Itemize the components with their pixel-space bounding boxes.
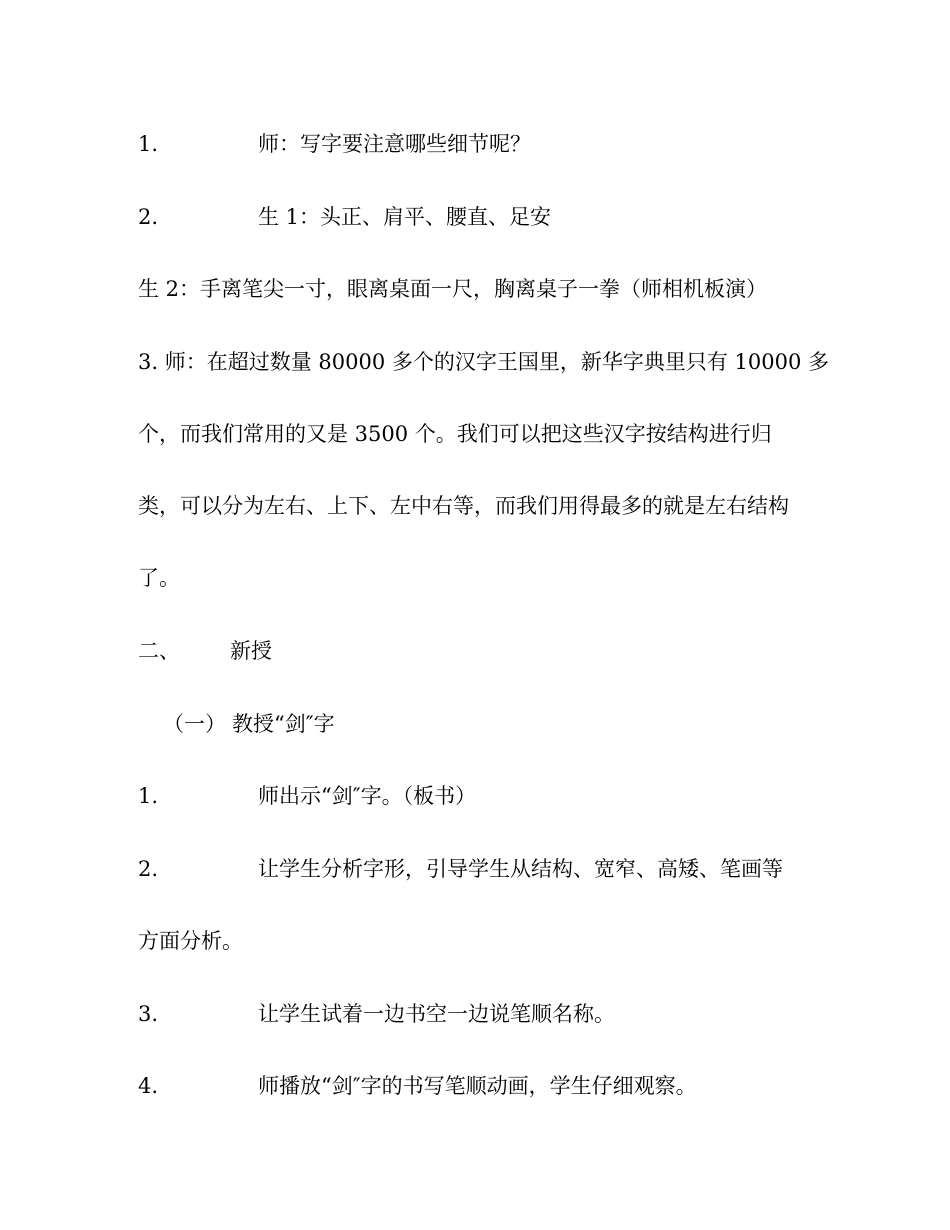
item-text: 让学生试着一边书空一边说笔顺名称。 xyxy=(258,1002,615,1026)
section-title: 新授 xyxy=(230,639,272,663)
paragraph-line: 个，而我们常用的又是 3500 个。我们可以把这些汉字按结构进行归 xyxy=(138,422,772,446)
list-item xyxy=(138,130,828,158)
list-item xyxy=(138,855,828,883)
subsection-number: （一） xyxy=(163,712,226,736)
list-item xyxy=(138,203,828,231)
item-number: 4. xyxy=(138,1074,159,1098)
item-text: 生 1：头正、肩平、腰直、足安 xyxy=(258,205,552,229)
paragraph-line: 了。 xyxy=(138,566,180,590)
item-number: 2. xyxy=(138,205,159,229)
paragraph-line: 3. 师：在超过数量 80000 多个的汉字王国里，新华字典里只有 10000 多 xyxy=(138,350,830,374)
section-heading xyxy=(138,637,828,665)
item-number: 3. xyxy=(138,1002,159,1026)
paragraph-line: 方面分析。 xyxy=(138,929,243,953)
list-item xyxy=(138,782,828,810)
paragraph-line: 类，可以分为左右、上下、左中右等，而我们用得最多的就是左右结构 xyxy=(138,494,789,518)
item-text: 师播放“剑″字的书写笔顺动画，学生仔细观察。 xyxy=(258,1074,697,1098)
section-number: 二、 xyxy=(138,639,180,663)
list-item xyxy=(138,1000,828,1028)
item-number: 2. xyxy=(138,857,159,881)
item-text: 让学生分析字形，引导学生从结构、宽窄、高矮、笔画等 xyxy=(258,857,783,881)
subsection-heading xyxy=(163,710,853,738)
list-item xyxy=(138,1072,828,1100)
item-number: 1. xyxy=(138,784,159,808)
item-text: 师出示“剑″字。（板书） xyxy=(258,784,477,808)
paragraph-line: 生 2：手离笔尖一寸，眼离桌面一尺，胸离桌子一拳（师相机板演） xyxy=(138,277,768,301)
item-number: 1. xyxy=(138,132,159,156)
item-text: 师：写字要注意哪些细节呢？ xyxy=(258,132,531,156)
subsection-title: 教授“剑″字 xyxy=(232,712,335,736)
